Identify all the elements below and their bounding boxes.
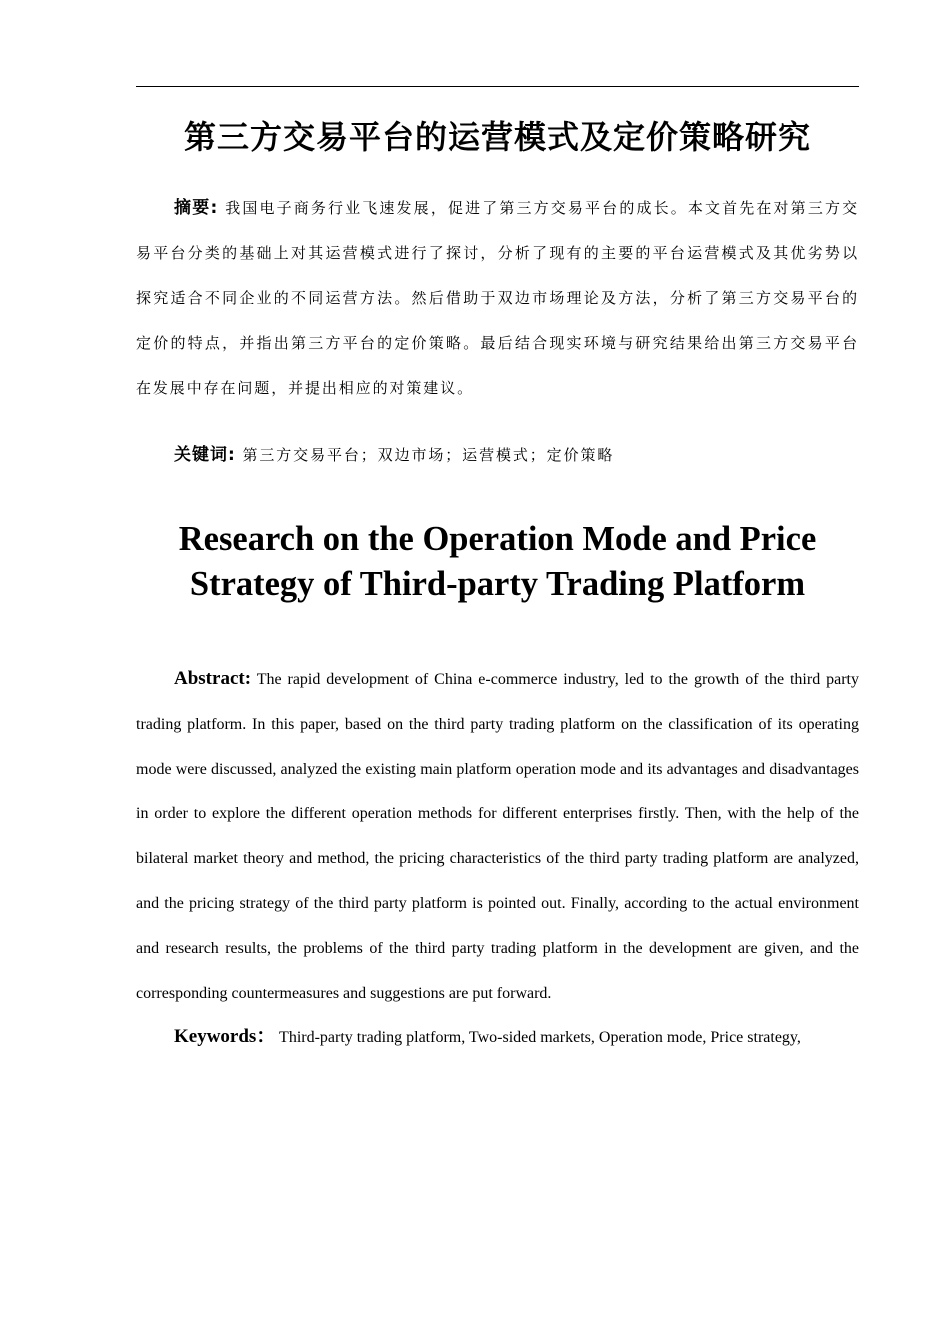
chinese-abstract-label: 摘要:: [174, 198, 219, 218]
english-title: Research on the Operation Mode and Price Strategy of Third-party Trading Platform: [178, 520, 817, 603]
chinese-abstract: [136, 186, 859, 411]
chinese-title: 第三方交易平台的运营模式及定价策略研究: [183, 118, 811, 156]
header-rule: [136, 86, 859, 87]
english-abstract-label: Abstract:: [174, 668, 252, 689]
english-keywords: [136, 1015, 859, 1061]
chinese-keywords: [136, 433, 859, 478]
document-page: [136, 0, 859, 1344]
chinese-keywords-label: 关键词:: [174, 445, 236, 465]
english-abstract-text: The rapid development of China e-commerce industry, led to the growth of the third party trading platform. In this paper, based on the third party trading platform on the classification of its operating mode were discussed, analyzed the existing main platform operation mode and its advantages and disadvantages in order to explore the different operation methods for different enterprises firstly. Then, with the help of the bilateral market theory and method, the pricing characteristics of the third party trading platform are analyzed, and the pricing strategy of the third party platform is pointed out. Finally, according to the actual environment and research results, the problems of the third party trading platform in the development are given, and the corresponding countermeasures and suggestions are put forward.: [136, 671, 860, 1002]
english-abstract: [136, 657, 859, 1016]
chinese-abstract-text: 我国电子商务行业飞速发展，促进了第三方交易平台的成长。本文首先在对第三方交易平台分类的基础上对其运营模式进行了探讨，分析了现有的主要的平台运营模式及其优劣势以探究适合不同企业的不同运营方法。然后借助于双边市场理论及方法，分析了第三方交易平台的定价的特点，并指出第三方平台的定价策略。最后结合现实环境与研究结果给出第三方交易平台在发展中存在问题，并提出相应的对策建议。: [136, 199, 859, 397]
english-keywords-label: Keywords：: [174, 1026, 276, 1047]
chinese-keywords-text: 第三方交易平台；双边市场；运营模式；定价策略: [242, 446, 615, 464]
english-keywords-text: Third-party trading platform, Two-sided markets, Operation mode, Price strategy,: [279, 1029, 801, 1046]
